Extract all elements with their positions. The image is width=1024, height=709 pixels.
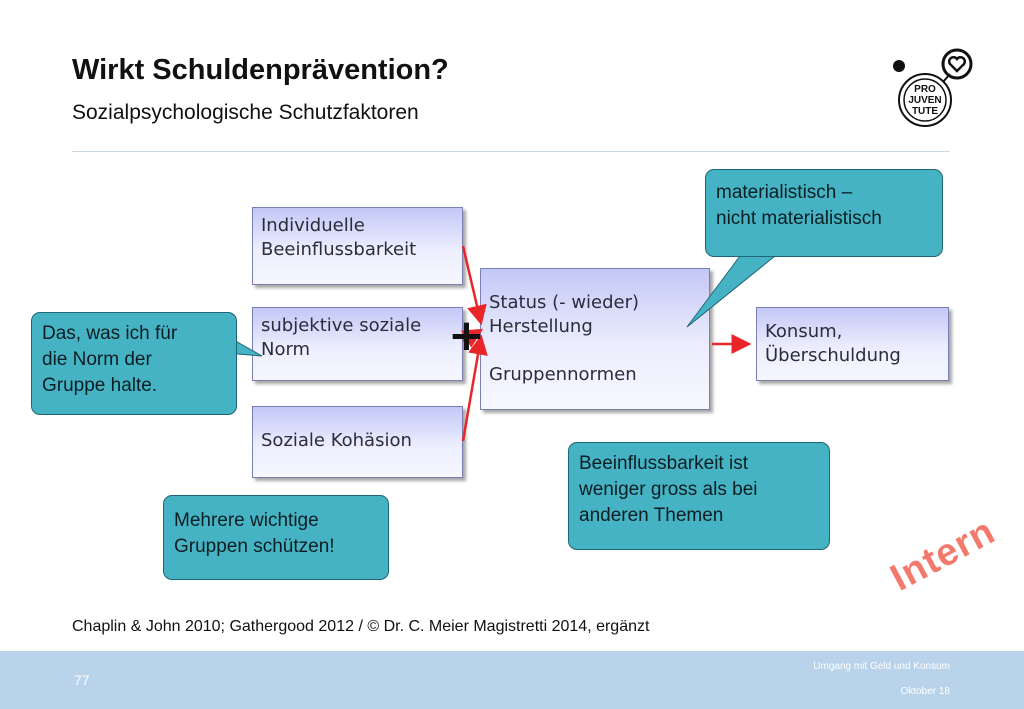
footer-date: Oktober 18 [900,686,950,697]
callout-groups: Mehrere wichtige Gruppen schützen! [163,495,389,580]
plus-symbol: + [448,310,485,361]
callout-materialism: materialistisch – nicht materialistisch [705,169,943,257]
box-subjective-norm: subjektive soziale Norm [252,307,463,381]
logo-line2: JUVEN [908,95,942,106]
logo-line1: PRO [914,84,936,95]
callout-tail-materialism [687,256,775,327]
citation: Chaplin & John 2010; Gathergood 2012 / © Dr. C. Meier Magistretti 2014, ergänzt [72,618,650,635]
box-status-restoration: Status (- wieder) Herstellung Gruppennormen [480,268,710,410]
callout-influence: Beeinflussbarkeit ist weniger gross als bei anderen Themen [568,442,830,550]
callout-norm-note: Das, was ich für die Norm der Gruppe halte. [31,312,237,415]
box-social-cohesion: Soziale Kohäsion [252,406,463,478]
box-consumption-debt: Konsum, Überschuldung [756,307,949,381]
intern-stamp: Intern [883,510,1003,600]
logo-line3: TUTE [911,106,939,117]
slide-subtitle: Sozialpsychologische Schutzfaktoren [72,101,419,124]
slide-title: Wirkt Schuldenprävention? [72,54,449,86]
footer-topic: Umgang mit Geld und Konsum [813,661,950,672]
page-number: 77 [74,672,90,688]
box-individual-influence: Individuelle Beeinflussbarkeit [252,207,463,285]
